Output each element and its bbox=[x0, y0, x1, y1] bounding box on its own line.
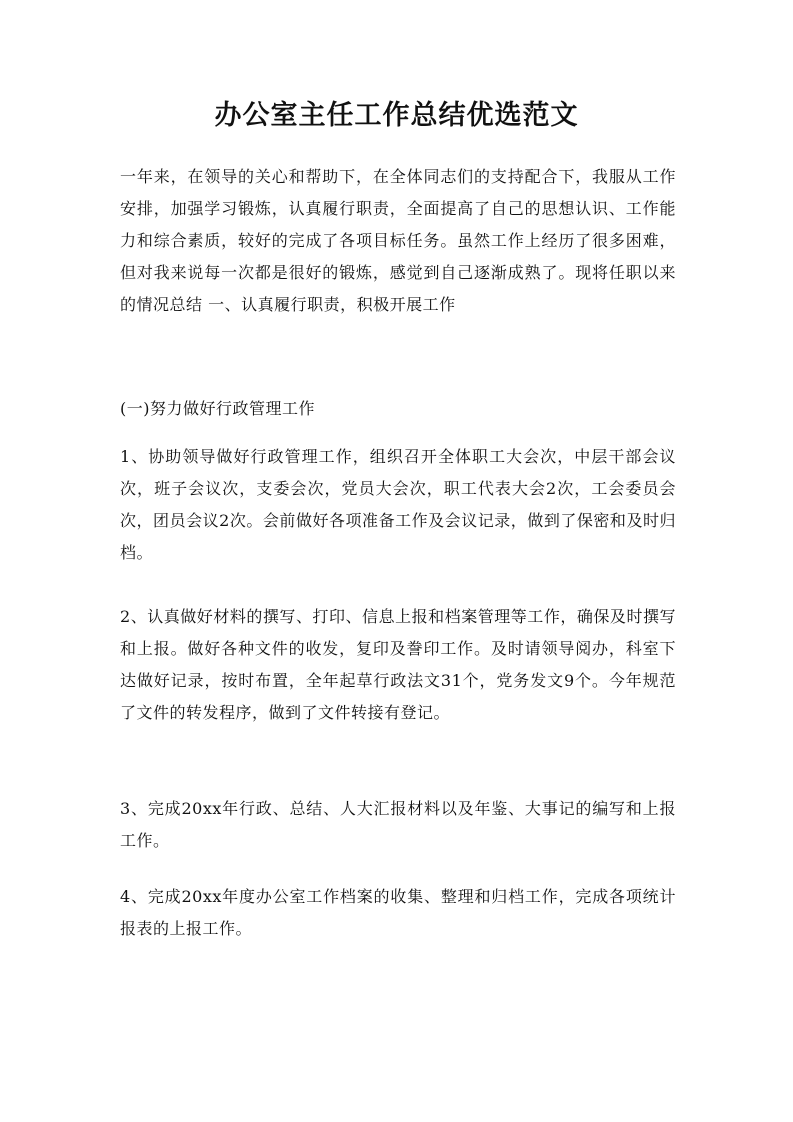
list-item-2: 2、认真做好材料的撰写、打印、信息上报和档案管理等工作，确保及时撰写和上报。做好各种文件的收发，复印及誊印工作。及时请领导阅办，科室下达做好记录，按时布置，全年起草行政法文31个，党务发文9个。今年规范了文件的转发程序，做到了文件转接有登记。 bbox=[120, 607, 676, 722]
section-heading: (一)努力做好行政管理工作 bbox=[120, 399, 315, 418]
list-item-1: 1、协助领导做好行政管理工作，组织召开全体职工大会次，中层干部会议次，班子会议次，支委会次，党员大会次，职工代表大会2次，工会委员会次，团员会议2次。会前做好各项准备工作及会议记录，做到了保密和及时归档。 bbox=[120, 447, 676, 562]
list-item-4: 4、完成20xx年度办公室工作档案的收集、整理和归档工作，完成各项统计报表的上报工作。 bbox=[120, 887, 676, 938]
intro-paragraph: 一年来，在领导的关心和帮助下，在全体同志们的支持配合下，我服从工作安排，加强学习锻炼，认真履行职责，全面提高了自己的思想认识、工作能力和综合素质，较好的完成了各项目标任务。虽然工作上经历了很多困难，但对我来说每一次都是很好的锻炼，感觉到自己逐渐成熟了。现将任职以来的情况总结 一、认真履行职责，积极开展工作 bbox=[120, 167, 676, 314]
document-title: 办公室主任工作总结优选范文 bbox=[214, 100, 579, 131]
list-item-3: 3、完成20xx年行政、总结、人大汇报材料以及年鉴、大事记的编写和上报工作。 bbox=[120, 799, 676, 850]
